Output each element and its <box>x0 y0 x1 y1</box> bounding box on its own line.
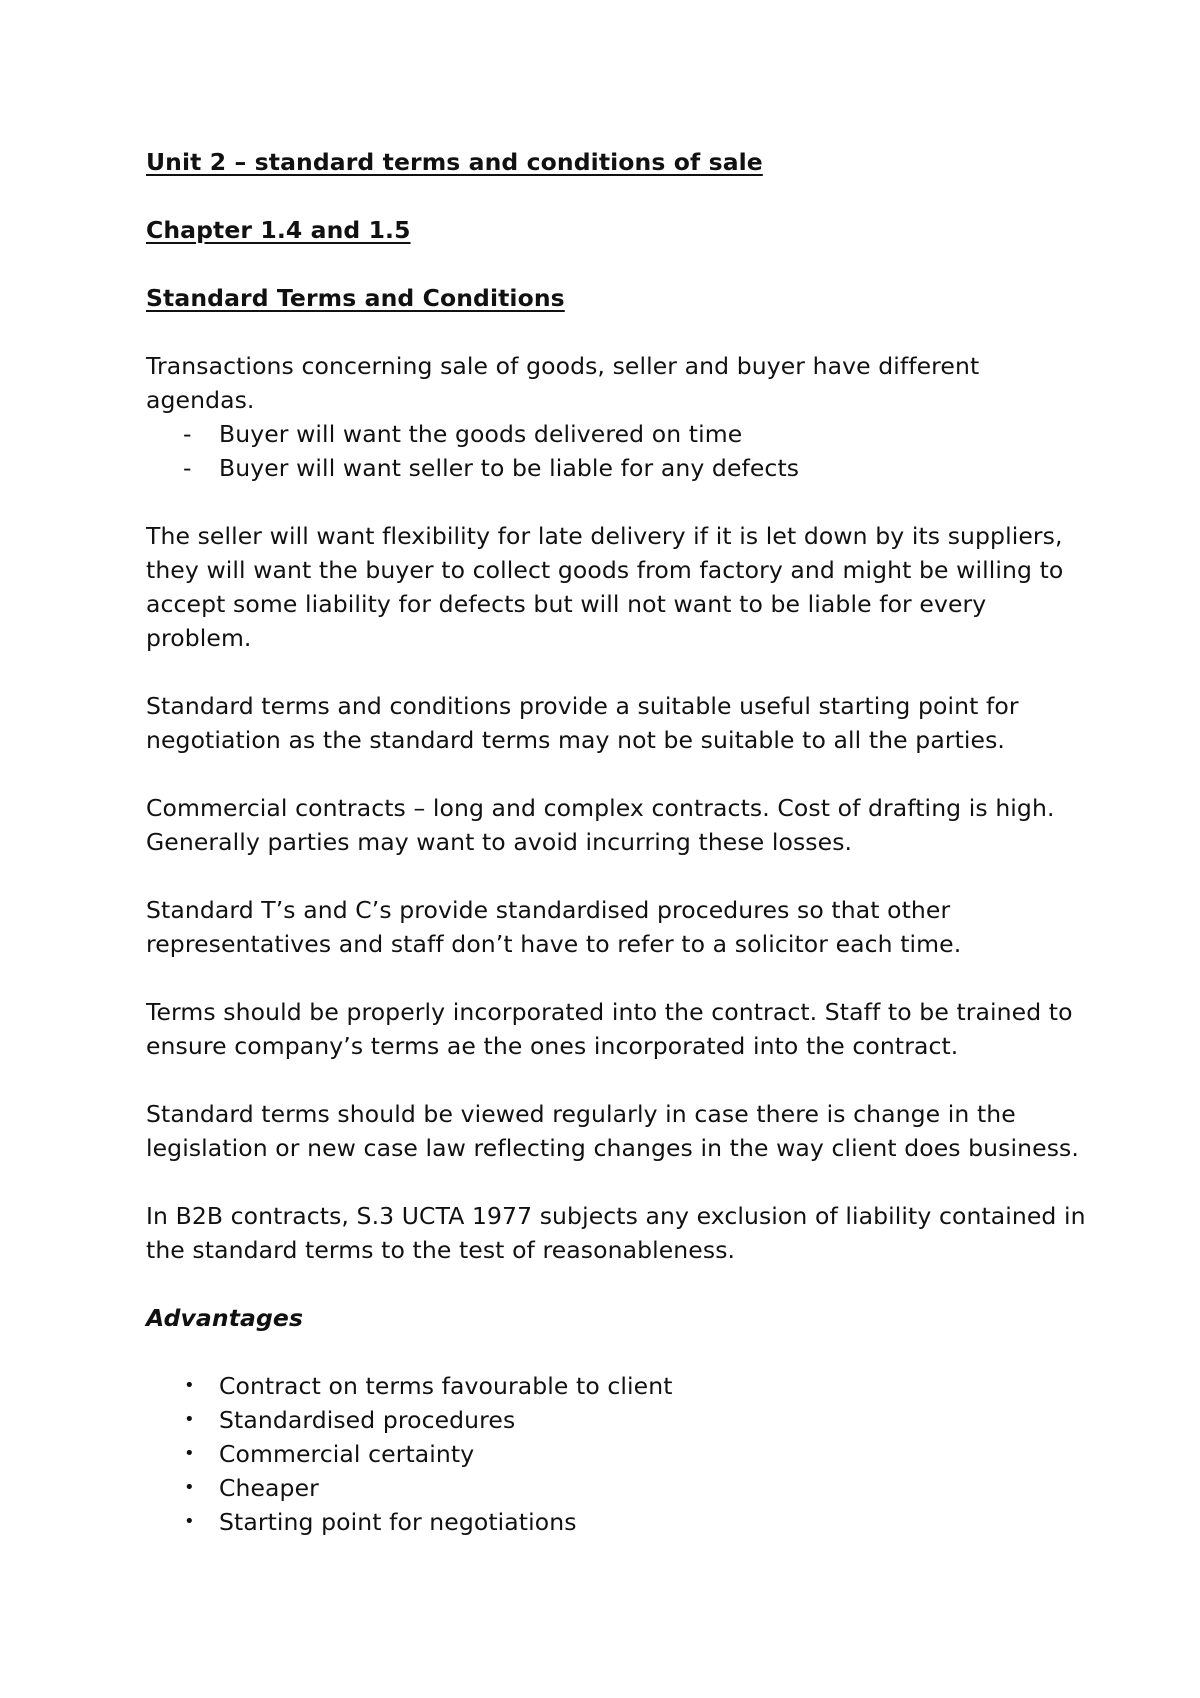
body-paragraph: Standard terms should be viewed regularly in case there is change in the legislation or new case law reflecting changes in the way client does business. <box>146 1100 1079 1162</box>
bullet-marker: • <box>184 1375 195 1396</box>
list-item <box>146 1403 1086 1437</box>
dash-list <box>146 417 1086 485</box>
list-item-text: Standardised procedures <box>219 1406 516 1434</box>
body-paragraph: Standard T’s and C’s provide standardised procedures so that other representatives and staff don’t have to refer to a solicitor each time. <box>146 896 962 958</box>
intro-paragraph: Transactions concerning sale of goods, seller and buyer have different agendas. <box>146 352 980 414</box>
bullet-marker: • <box>184 1409 195 1430</box>
list-item <box>146 1471 1086 1505</box>
body-paragraph: Commercial contracts – long and complex contracts. Cost of drafting is high. Generally parties may want to avoid incurring these losses. <box>146 794 1055 856</box>
advantages-heading: Advantages <box>146 1304 304 1332</box>
list-item-text: Cheaper <box>219 1474 319 1502</box>
list-item <box>146 1505 1086 1539</box>
dash-marker: - <box>183 454 192 482</box>
list-item <box>146 1369 1086 1403</box>
document-title: Unit 2 – standard terms and conditions of sale <box>146 148 763 176</box>
list-item-text: Buyer will want the goods delivered on time <box>219 420 743 448</box>
list-item <box>146 451 1086 485</box>
list-item-text: Commercial certainty <box>219 1440 475 1468</box>
advantages-list <box>146 1369 1086 1539</box>
document-page <box>146 145 1086 1573</box>
body-paragraph: The seller will want flexibility for late delivery if it is let down by its suppliers, they will want the buyer to collect goods from factory and might be willing to accept some liability for defects but will not want to be liable for every problem. <box>146 522 1064 652</box>
body-paragraph: In B2B contracts, S.3 UCTA 1977 subjects any exclusion of liability contained in the standard terms to the test of reasonableness. <box>146 1202 1086 1264</box>
chapter-heading: Chapter 1.4 and 1.5 <box>146 216 411 244</box>
list-item-text: Buyer will want seller to be liable for any defects <box>219 454 800 482</box>
section-heading: Standard Terms and Conditions <box>146 284 565 312</box>
bullet-marker: • <box>184 1477 195 1498</box>
list-item-text: Contract on terms favourable to client <box>219 1372 673 1400</box>
list-item-text: Starting point for negotiations <box>219 1508 577 1536</box>
body-paragraph: Standard terms and conditions provide a suitable useful starting point for negotiation as the standard terms may not be suitable to all the parties. <box>146 692 1019 754</box>
bullet-marker: • <box>184 1443 195 1464</box>
body-paragraph: Terms should be properly incorporated into the contract. Staff to be trained to ensure company’s terms ae the ones incorporated into the contract. <box>146 998 1073 1060</box>
list-item <box>146 417 1086 451</box>
bullet-marker: • <box>184 1511 195 1532</box>
dash-marker: - <box>183 420 192 448</box>
list-item <box>146 1437 1086 1471</box>
